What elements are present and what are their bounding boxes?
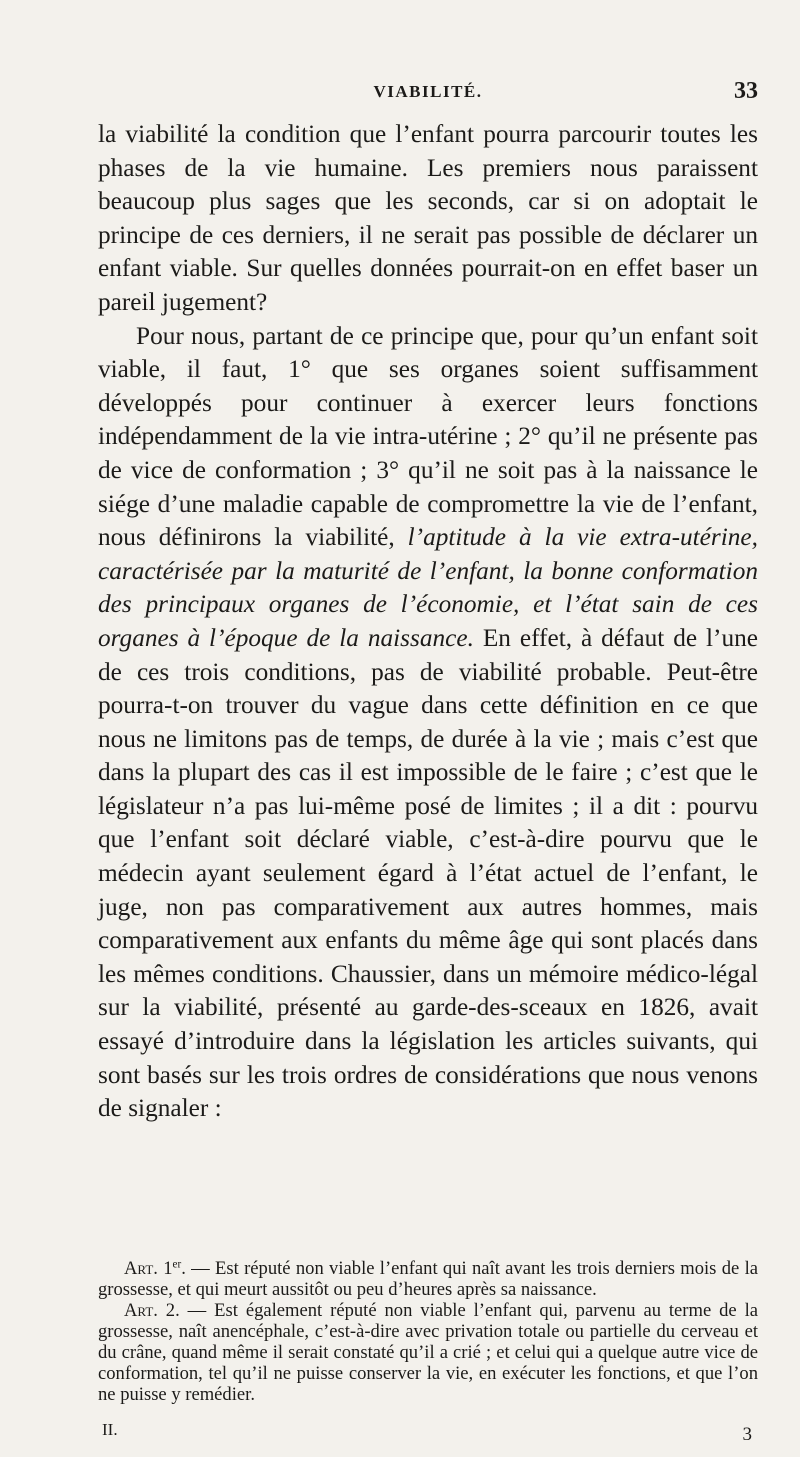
article-label: Art. 1 [124, 1258, 173, 1279]
paragraph-rest: En effet, à défaut de l’une de ces trois conditions, pas de viabilité probable. Peut-être pourra-t-on trouver du vague dans cette définition en ce que nous ne limitons pas de temps, de durée à la vie ; mais c’est que dans la plupart des cas il est impossible de le faire ; c’est que le législateur n’a pas lui-même posé de limites ; il a dit : pourvu que l’enfant soit déclaré viable, c’est-à-dire pourvu que le médecin ayant seulement égard à l’état actuel de l’enfant, le juge, non pas comparativement aux autres hommes, mais comparativement aux enfants du même âge qui sont placés dans les mêmes conditions. Chaussier, dans un mémoire médico-légal sur la viabilité, présenté au garde-des-sceaux en 1826, avait essayé d’introduire dans la législation les articles suivants, qui sont basés sur les trois ordres de considérations que nous venons de signaler : [98, 623, 758, 1123]
signature-mark-right: 3 [742, 1424, 752, 1445]
page-number: 33 [734, 78, 758, 104]
paragraph-definition [98, 320, 758, 1126]
page-footer [102, 1420, 752, 1446]
main-text [98, 118, 758, 1126]
signature-mark-left: II. [102, 1420, 118, 1439]
article-label: Art. 2 [124, 1300, 176, 1321]
page-header [98, 78, 758, 108]
paragraph-intro: Pour nous, partant de ce principe que, pour qu’un enfant soit viable, il faut, 1° que ses organes soient suffisamment développés pour continuer à exercer leurs fonctions indépendamment de la vie intra-utérine ; 2° qu’il ne présente pas de vice de conformation ; 3° qu’il ne soit pas à la naissance le siége d’une maladie capable de compromettre la vie de l’enfant, nous définirons la viabilité, [98, 321, 758, 552]
article-1 [98, 1258, 758, 1300]
article-text: . — Est réputé non viable l’enfant qui naît avant les trois derniers mois de la grossesse, et qui meurt aussitôt ou peu d’heures après sa naissance. [98, 1258, 758, 1300]
proposed-articles [98, 1258, 758, 1405]
article-text: . — Est également réputé non viable l’enfant qui, parvenu au terme de la grossesse, naît anencéphale, c’est-à-dire avec privation totale ou partielle du cerveau et du crâne, quand même il serait constaté qu’il a crié ; et celui qui a quelque autre vice de conformation, tel qu’il ne puisse conserver la vie, en exécuter les fonctions, et que l’on ne puisse y remédier. [98, 1300, 758, 1405]
article-2 [98, 1300, 758, 1405]
paragraph-continuation: la viabilité la condition que l’enfant pourra parcourir toutes les phases de la vie humaine. Les premiers nous paraissent beaucoup plus sages que les seconds, car si on adoptait le principe de ces derniers, il ne serait pas possible de déclarer un enfant viable. Sur quelles données pourrait-on en effet baser un pareil jugement? [98, 120, 758, 316]
running-title: VIABILITÉ. [373, 82, 483, 101]
article-label-sup: er [172, 1258, 182, 1271]
definition-italic: l’aptitude à la vie extra-utérine, caractérisée par la maturité de l’enfant, la bonne conformation des principaux organes de l’économie, et l’état sain de ces organes à l’époque de la naissance. [98, 523, 758, 652]
